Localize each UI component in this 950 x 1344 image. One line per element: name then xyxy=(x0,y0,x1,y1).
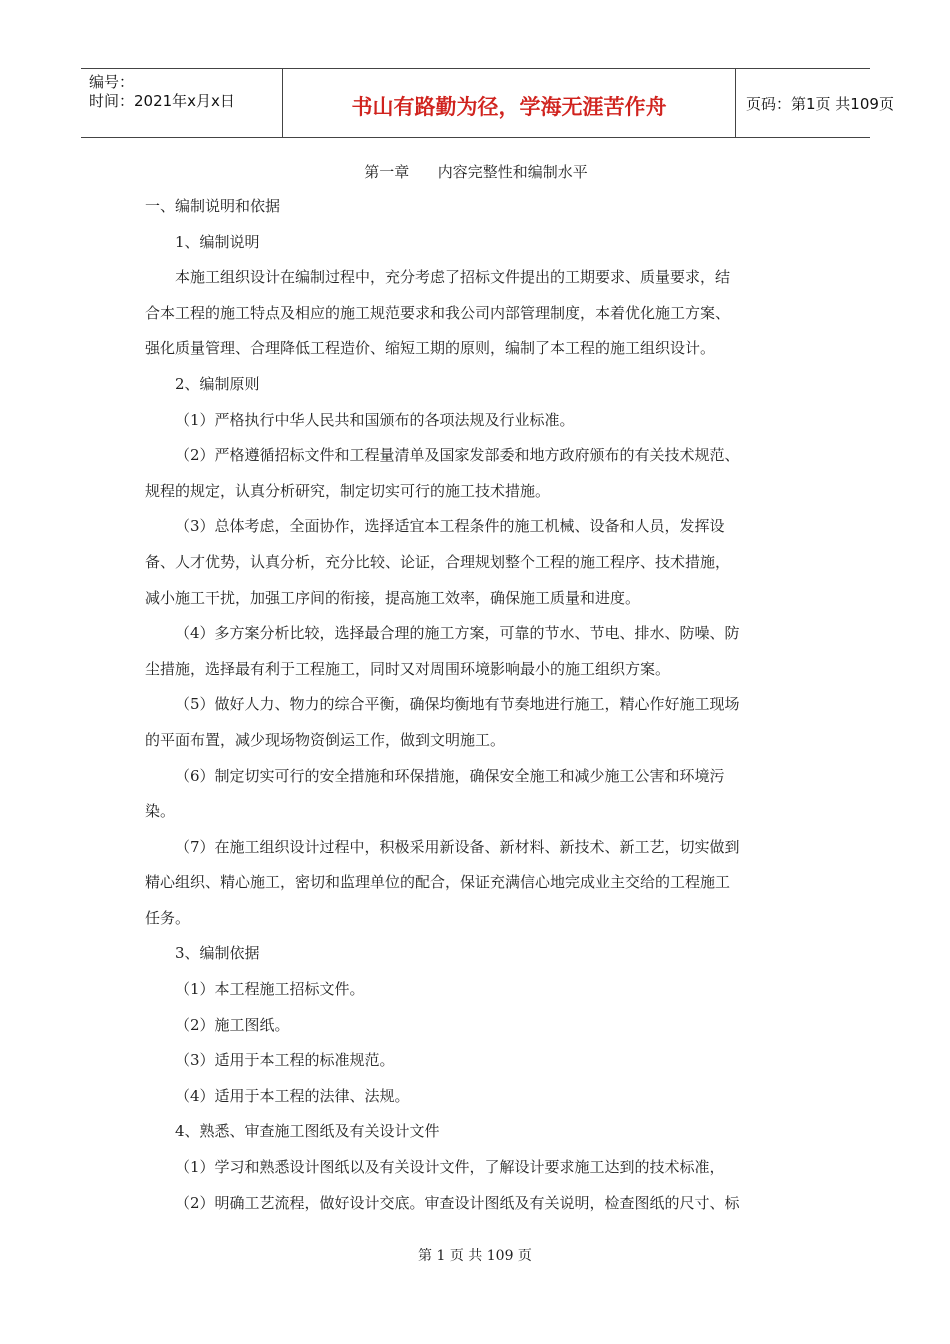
document-time-label: 时间：2021年x月x日 xyxy=(89,92,235,110)
text-line: 精心组织、精心施工，密切和监理单位的配合，保证充满信心地完成业主交给的工程施工 xyxy=(145,873,731,892)
text-line: （3）适用于本工程的标准规范。 xyxy=(175,1051,395,1070)
text-line: （3）总体考虑，全面协作，选择适宜本工程条件的施工机械、设备和人员，发挥设 xyxy=(175,517,725,536)
header-page-number: 页码：第1页 共109页 xyxy=(746,95,894,113)
header-info-cell xyxy=(81,69,282,137)
text-line: 2、编制原则 xyxy=(175,374,260,393)
document-number-label: 编号： xyxy=(89,73,135,91)
text-line: （1）严格执行中华人民共和国颁布的各项法规及行业标准。 xyxy=(175,410,575,429)
text-line: （5）做好人力、物力的综合平衡，确保均衡地有节奏地进行施工，精心作好施工现场 xyxy=(175,695,740,714)
text-line: （1）本工程施工招标文件。 xyxy=(175,980,365,999)
text-line: 3、编制依据 xyxy=(175,944,260,963)
text-line: 染。 xyxy=(145,802,176,821)
paragraph-list xyxy=(145,189,807,1221)
header-motto-cell xyxy=(282,69,736,137)
text-line: （4）多方案分析比较，选择最合理的施工方案，可靠的节水、节电、排水、防噪、防 xyxy=(175,624,740,643)
text-line: 任务。 xyxy=(145,908,191,927)
text-line: （2）严格遵循招标文件和工程量清单及国家发部委和地方政府颁布的有关技术规范、 xyxy=(175,446,740,465)
text-line: 规程的规定，认真分析研究，制定切实可行的施工技术措施。 xyxy=(145,481,551,500)
text-line: 4、熟悉、审查施工图纸及有关设计文件 xyxy=(175,1122,440,1141)
text-line: 强化质量管理、合理降低工程造价、缩短工期的原则，编制了本工程的施工组织设计。 xyxy=(145,339,716,358)
text-line: （7）在施工组织设计过程中，积极采用新设备、新材料、新技术、新工艺，切实做到 xyxy=(175,837,740,856)
text-line: 减小施工干扰，加强工序间的衔接，提高施工效率，确保施工质量和进度。 xyxy=(145,588,641,607)
chapter-title: 第一章 内容完整性和编制水平 xyxy=(364,163,588,181)
text-line: （4）适用于本工程的法律、法规。 xyxy=(175,1086,410,1105)
header-page-cell xyxy=(735,69,894,137)
text-line: （2）施工图纸。 xyxy=(175,1015,290,1034)
text-line: 1、编制说明 xyxy=(175,232,260,251)
text-line: 本施工组织设计在编制过程中，充分考虑了招标文件提出的工期要求、质量要求，结 xyxy=(175,268,731,287)
page-footer: 第 1 页 共 109 页 xyxy=(418,1248,532,1264)
text-line: 尘措施，选择最有利于工程施工，同时又对周围环境影响最小的施工组织方案。 xyxy=(145,659,671,678)
header-table xyxy=(81,68,894,138)
text-line: （6）制定切实可行的安全措施和环保措施，确保安全施工和减少施工公害和环境污 xyxy=(175,766,725,785)
text-line: 一、编制说明和依据 xyxy=(145,197,281,215)
motto-text: 书山有路勤为径，学海无涯苦作舟 xyxy=(351,95,667,119)
text-line: （1）学习和熟悉设计图纸以及有关设计文件，了解设计要求施工达到的技术标准， xyxy=(175,1158,725,1177)
text-line: 备、人才优势，认真分析，充分比较、论证，合理规划整个工程的施工程序、技术措施， xyxy=(145,552,731,571)
text-line: 的平面布置，减少现场物资倒运工作，做到文明施工。 xyxy=(145,730,506,749)
document-body xyxy=(145,155,807,1221)
text-line: 合本工程的施工特点及相应的施工规范要求和我公司内部管理制度，本着优化施工方案、 xyxy=(145,303,731,322)
text-line: （2）明确工艺流程，做好设计交底。审查设计图纸及有关说明，检查图纸的尺寸、标 xyxy=(175,1193,740,1212)
